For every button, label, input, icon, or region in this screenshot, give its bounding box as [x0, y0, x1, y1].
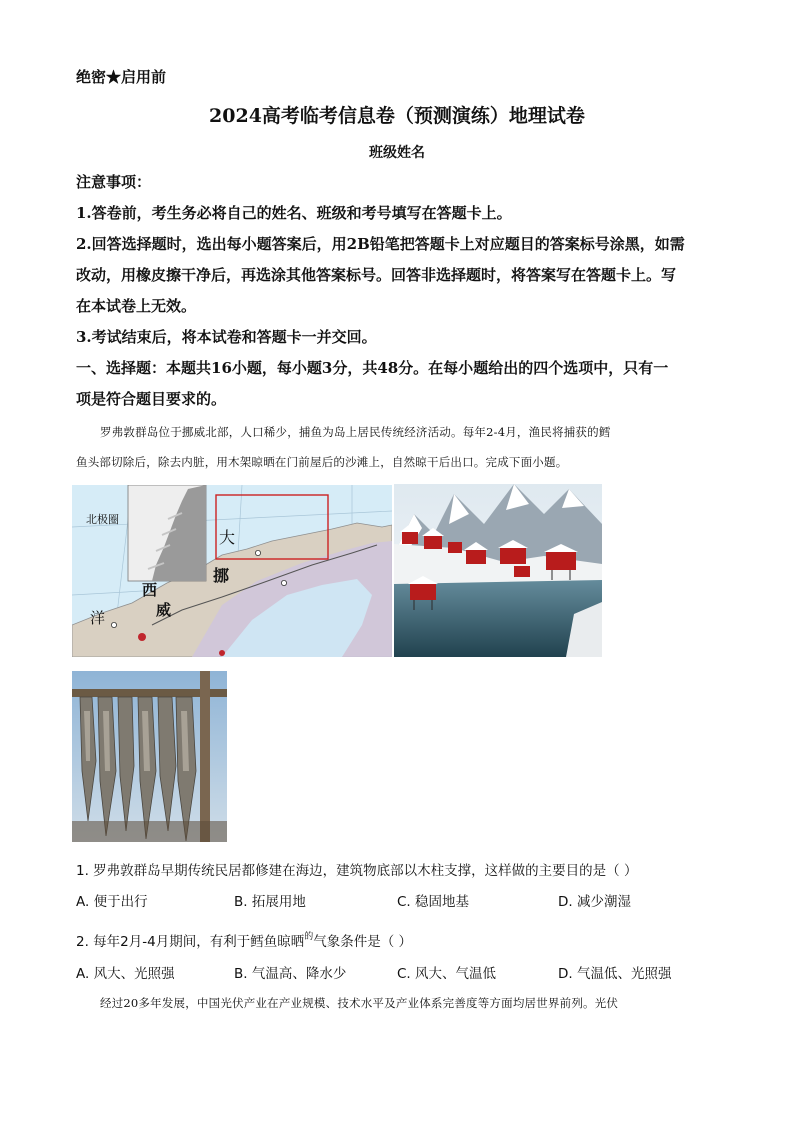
notice-heading: 注意事项： — [76, 173, 152, 191]
drying-rack-post — [200, 671, 210, 842]
q2-option-c[interactable]: C. 风大、气温低 — [397, 966, 497, 982]
dried-cod-photo — [72, 671, 227, 842]
village-svg — [394, 484, 602, 657]
rack-shadow — [72, 821, 227, 842]
map-svg — [72, 485, 392, 657]
q1-option-d[interactable]: D. 减少潮湿 — [558, 894, 631, 910]
question-1-stem: 1. 罗弗敦群岛早期传统民居都修建在海边，建筑物底部以木柱支撑，这样做的主要目的是（ ） — [76, 863, 638, 879]
map-city — [255, 550, 260, 555]
map-city — [281, 580, 286, 585]
label-da: 大 — [219, 528, 236, 547]
question-2-stem-end: 气象条件是（ ） — [313, 934, 413, 950]
q1-option-c[interactable]: C. 稳固地基 — [397, 894, 470, 910]
map-city — [111, 622, 116, 627]
notice-item-2-line-1: 2.回答选择题时，选出每小题答案后，用2B铅笔把答题卡上对应题目的答案标号涂黑，如需 — [76, 235, 685, 253]
q2-option-d[interactable]: D. 气温低、光照强 — [558, 966, 672, 982]
label-arctic-circle: 北极圈 — [86, 513, 119, 526]
section-1-line-2: 项是符合题目要求的。 — [76, 390, 227, 408]
label-yang: 洋 — [90, 609, 106, 627]
lofoten-map — [72, 485, 392, 657]
notice-item-3: 3.考试结束后，将本试卷和答题卡一并交回。 — [76, 328, 377, 346]
passage-1-line-2: 鱼头部切除后，除去内脏，用木架晾晒在门前屋后的沙滩上，自然晾干后出口。完成下面小题。 — [76, 455, 568, 469]
passage-2-line-1: 经过20多年发展，中国光伏产业在产业规模、技术水平及产业体系完善度等方面均居世界前列。光伏 — [100, 996, 619, 1010]
section-1-line-1: 一、选择题：本题共16小题，每小题3分，共48分。在每小题给出的四个选项中，只有一 — [76, 359, 669, 377]
label-wei: 威 — [156, 601, 172, 619]
notice-item-1: 1.答卷前，考生务必将自己的姓名、班级和考号填写在答题卡上。 — [76, 204, 512, 222]
question-2-stem-start: 2. 每年2月-4月期间，有利于鳕鱼晾晒 — [76, 934, 305, 950]
cod-svg — [72, 671, 227, 842]
confidential-label: 绝密★启用前 — [76, 68, 167, 86]
lofoten-village-photo — [394, 484, 602, 657]
label-xi: 西 — [142, 581, 158, 599]
question-2-stem — [76, 929, 412, 950]
question-2-stem-superscript: 的 — [304, 932, 314, 942]
notice-item-2-line-2: 改动，用橡皮擦干净后，再选涂其他答案标号。回答非选择题时，将答案写在答题卡上。写 — [76, 266, 677, 284]
map-red-dot — [138, 633, 146, 641]
page-title: 2024高考临考信息卷（预测演练）地理试卷 — [209, 105, 585, 127]
label-nuo: 挪 — [213, 566, 230, 585]
q1-option-b[interactable]: B. 拓展用地 — [234, 894, 306, 910]
q2-option-a[interactable]: A. 风大、光照强 — [76, 966, 175, 982]
map-red-dot — [219, 650, 225, 656]
passage-1-line-1: 罗弗敦群岛位于挪威北部，人口稀少，捕鱼为岛上居民传统经济活动。每年2-4月，渔民将捕获的鳕 — [100, 425, 611, 439]
class-name-line: 班级姓名 — [369, 145, 425, 161]
q1-option-a[interactable]: A. 便于出行 — [76, 894, 148, 910]
notice-item-2-line-3: 在本试卷上无效。 — [76, 297, 197, 315]
q2-option-b[interactable]: B. 气温高、降水少 — [234, 966, 347, 982]
